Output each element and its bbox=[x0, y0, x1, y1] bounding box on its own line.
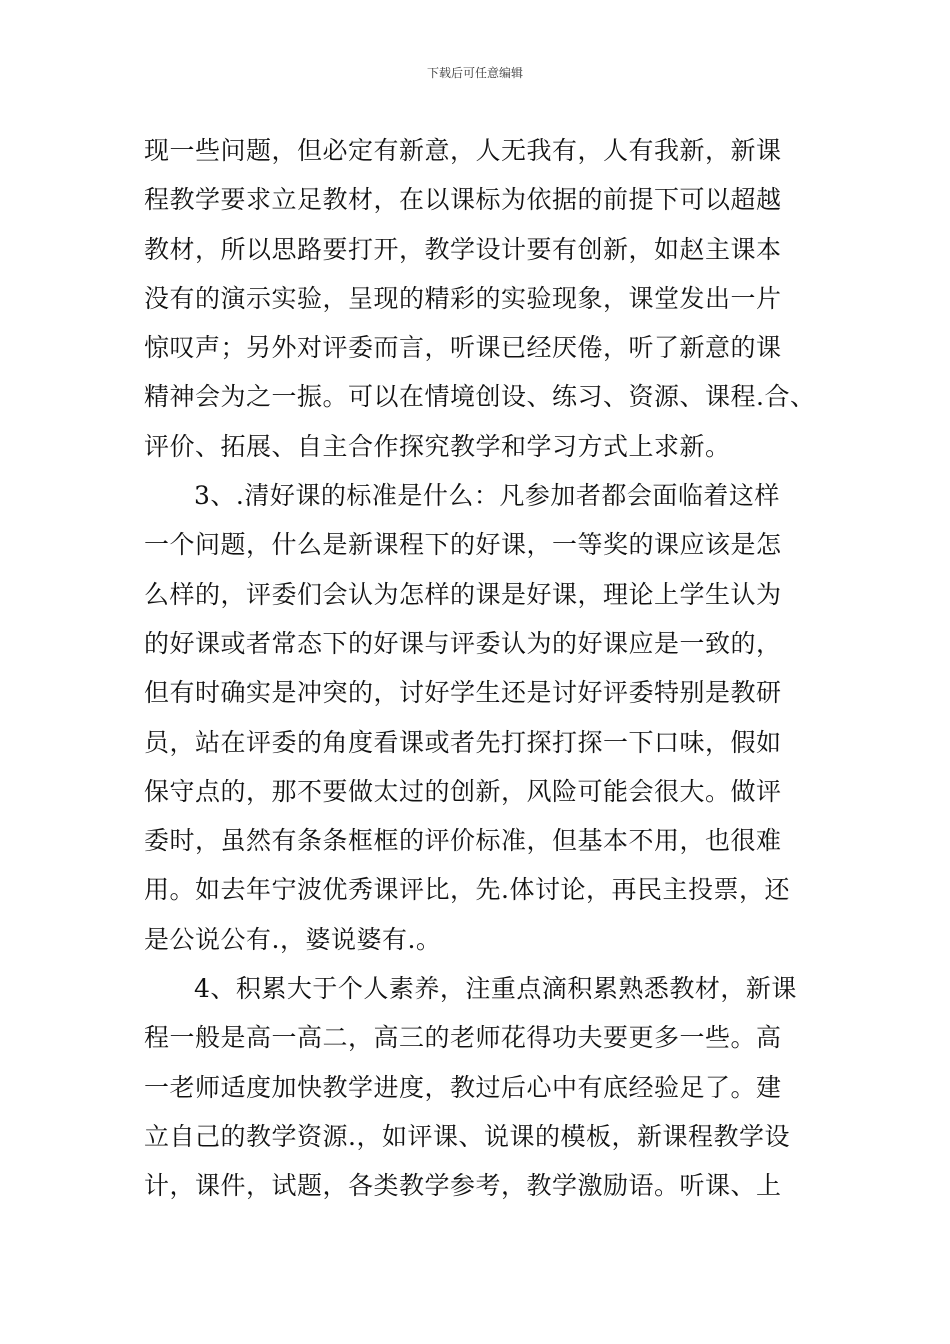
text-line: 3、.清好课的标准是什么：凡参加者都会面临着这样 bbox=[194, 481, 780, 511]
text-line: 惊叹声；另外对评委而言，听课已经厌倦，听了新意的课 bbox=[144, 333, 782, 363]
text-line: 保守点的，那不要做太过的创新，风险可能会很大。做评 bbox=[144, 776, 782, 806]
text-line: 评价、拓展、自主合作探究教学和学习方式上求新。 bbox=[144, 431, 731, 461]
text-line: 程一般是高一高二，高三的老师花得功夫要更多一些。高 bbox=[144, 1023, 782, 1053]
text-line: 精神会为之一振。可以在情境创设、练习、资源、课程.合、 bbox=[144, 382, 816, 412]
text-line: 教材，所以思路要打开，教学设计要有创新，如赵主课本 bbox=[144, 234, 782, 264]
text-line: 没有的演示实验，呈现的精彩的实验现象，课堂发出一片 bbox=[144, 283, 782, 313]
text-line: 程教学要求立足教材，在以课标为依据的前提下可以超越 bbox=[144, 185, 782, 215]
text-line: 是公说公有.，婆说婆有.。 bbox=[144, 924, 442, 954]
text-line: 4、积累大于个人素养，注重点滴积累熟悉教材，新课 bbox=[194, 974, 797, 1004]
text-line: 一老师适度加快教学进度，教过后心中有底经验足了。建 bbox=[144, 1072, 782, 1102]
text-line: 委时，虽然有条条框框的评价标准，但基本不用，也很难 bbox=[144, 826, 782, 856]
body-text bbox=[144, 126, 824, 1211]
text-line: 立自己的教学资源.，如评课、说课的模板，新课程教学设 bbox=[144, 1121, 790, 1151]
text-line: 么样的，评委们会认为怎样的课是好课，理论上学生认为 bbox=[144, 579, 782, 609]
text-line: 现一些问题，但必定有新意，人无我有，人有我新，新课 bbox=[144, 136, 782, 165]
text-line: 用。如去年宁波优秀课评比，先.体讨论，再民主投票，还 bbox=[144, 875, 790, 905]
text-line: 员，站在评委的角度看课或者先打探打探一下口味，假如 bbox=[144, 727, 782, 757]
text-line: 计，课件，试题，各类教学参考，教学激励语。听课、上 bbox=[144, 1171, 782, 1201]
page-header: 下载后可任意编辑 bbox=[426, 66, 523, 80]
text-line: 一个问题，什么是新课程下的好课，一等奖的课应该是怎 bbox=[144, 530, 782, 560]
text-line: 但有时确实是冲突的，讨好学生还是讨好评委特别是教研 bbox=[144, 678, 782, 708]
text-line: 的好课或者常态下的好课与评委认为的好课应是一致的， bbox=[144, 628, 782, 658]
